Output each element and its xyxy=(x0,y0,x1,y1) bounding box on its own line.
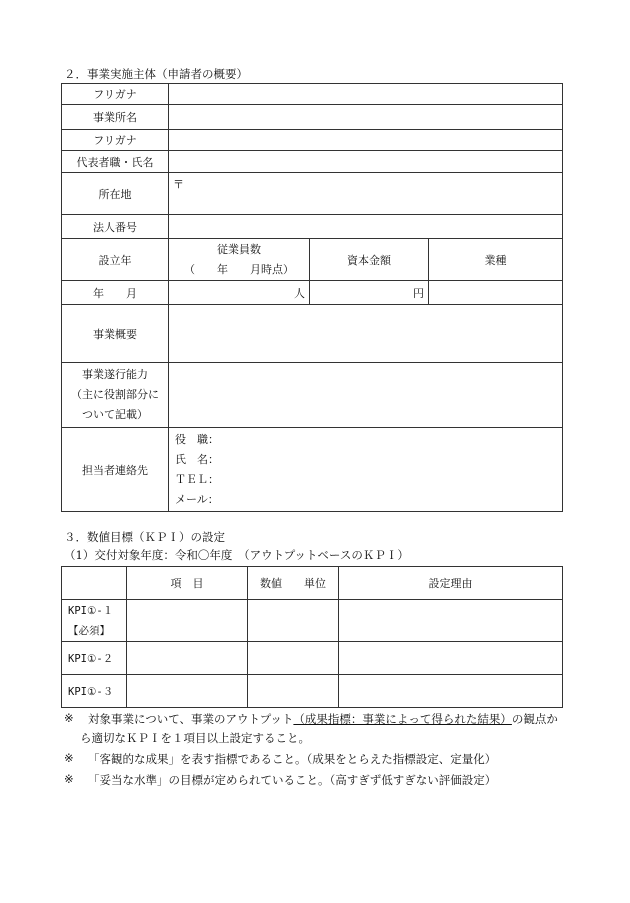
kpi-1-required: 【必須】 xyxy=(68,624,110,637)
furigana-field[interactable] xyxy=(169,84,563,105)
contact-tel: ＴＥＬ： xyxy=(175,472,219,486)
kpi-3-reason-field[interactable] xyxy=(339,675,563,708)
address-label: 所在地 xyxy=(62,173,169,215)
business-name-label: 事業所名 xyxy=(62,105,169,130)
contact-mail: メール： xyxy=(175,492,219,506)
kpi-2-reason-field[interactable] xyxy=(339,642,563,675)
furigana-label: フリガナ xyxy=(62,84,169,105)
kpi-3-label: KPI①-３ xyxy=(62,675,127,708)
kpi-header-blank xyxy=(62,567,127,600)
overview-field[interactable] xyxy=(169,305,563,363)
representative-label: 代表者職・氏名 xyxy=(62,151,169,173)
kpi-2-item-field[interactable] xyxy=(127,642,248,675)
note-3-text: 「妥当な水準」の目標が定められていること。（高すぎず低すぎない評価設定） xyxy=(88,773,497,787)
kpi-2-value-field[interactable] xyxy=(248,642,339,675)
contact-label: 担当者連絡先 xyxy=(62,428,169,512)
kpi-1-label: KPI①-１ xyxy=(68,604,114,617)
industry-label: 業種 xyxy=(429,239,563,281)
capital-field[interactable] xyxy=(310,281,429,305)
business-name-field[interactable] xyxy=(169,105,563,130)
persons-unit: 人 xyxy=(294,286,305,300)
kpi-2-label: KPI①-２ xyxy=(62,642,127,675)
postal-mark: 〒 xyxy=(173,178,184,191)
established-field[interactable] xyxy=(62,281,169,305)
corp-number-label: 法人番号 xyxy=(62,215,169,239)
kpi-3-item-field[interactable] xyxy=(127,675,248,708)
furigana-rep-field[interactable] xyxy=(169,130,563,151)
representative-field[interactable] xyxy=(169,151,563,173)
note-1-underlined: （成果指標：事業によって得られた結果） xyxy=(293,712,512,726)
established-label: 設立年 xyxy=(62,239,169,281)
employees-label xyxy=(169,239,310,281)
kpi-1-reason-field[interactable] xyxy=(339,600,563,642)
note-1-pre: 対象事業について、事業のアウトプット xyxy=(88,712,294,726)
section3-title: ３．数値目標（ＫＰＩ）の設定 xyxy=(64,530,225,544)
kpi-1-item-field[interactable] xyxy=(127,600,248,642)
section3-subtitle: （1）交付対象年度：令和〇年度 （アウトプットベースのＫＰＩ） xyxy=(64,548,409,562)
note-1-cont: ら適切なＫＰＩを１項目以上設定すること。 xyxy=(80,731,310,745)
section2-title: ２．事業実施主体（申請者の概要） xyxy=(64,67,248,81)
kpi-3-value-field[interactable] xyxy=(248,675,339,708)
yen-unit: 円 xyxy=(413,286,424,300)
year-month-unit: 年 月 xyxy=(93,286,137,300)
note-1-mark: ※ xyxy=(64,711,74,725)
kpi-header-item: 項 目 xyxy=(127,567,248,600)
employees-label-line2: （ 年 月時点） xyxy=(184,262,294,276)
kpi-table xyxy=(61,566,563,708)
note-1-post: の観点か xyxy=(511,712,558,726)
kpi-row-label xyxy=(62,600,127,642)
note-2-mark: ※ xyxy=(64,751,74,765)
contact-name: 氏 名： xyxy=(175,452,219,466)
capability-line2: （主に役割部分に xyxy=(71,388,159,401)
kpi-header-value-unit: 数値 単位 xyxy=(248,567,339,600)
note-1-text xyxy=(88,711,558,727)
note-2-text: 「客観的な成果」を表す指標であること。（成果をとらえた指標設定、定量化） xyxy=(88,752,497,766)
employees-field[interactable] xyxy=(169,281,310,305)
corp-number-field[interactable] xyxy=(169,215,563,239)
industry-field[interactable] xyxy=(429,281,563,305)
furigana-rep-label: フリガナ xyxy=(62,130,169,151)
kpi-1-value-field[interactable] xyxy=(248,600,339,642)
kpi-header-reason: 設定理由 xyxy=(339,567,563,600)
capability-line1: 事業遂行能力 xyxy=(82,368,148,381)
capital-label: 資本金額 xyxy=(310,239,429,281)
employees-label-line1: 従業員数 xyxy=(217,242,261,256)
overview-label: 事業概要 xyxy=(62,305,169,363)
capability-label xyxy=(62,363,169,428)
address-field[interactable] xyxy=(169,173,563,215)
contact-post: 役 職： xyxy=(175,432,219,446)
contact-field[interactable] xyxy=(169,428,563,512)
capability-field[interactable] xyxy=(169,363,563,428)
capability-line3: ついて記載） xyxy=(82,408,148,421)
note-3-mark: ※ xyxy=(64,772,74,786)
applicant-table xyxy=(61,83,563,512)
